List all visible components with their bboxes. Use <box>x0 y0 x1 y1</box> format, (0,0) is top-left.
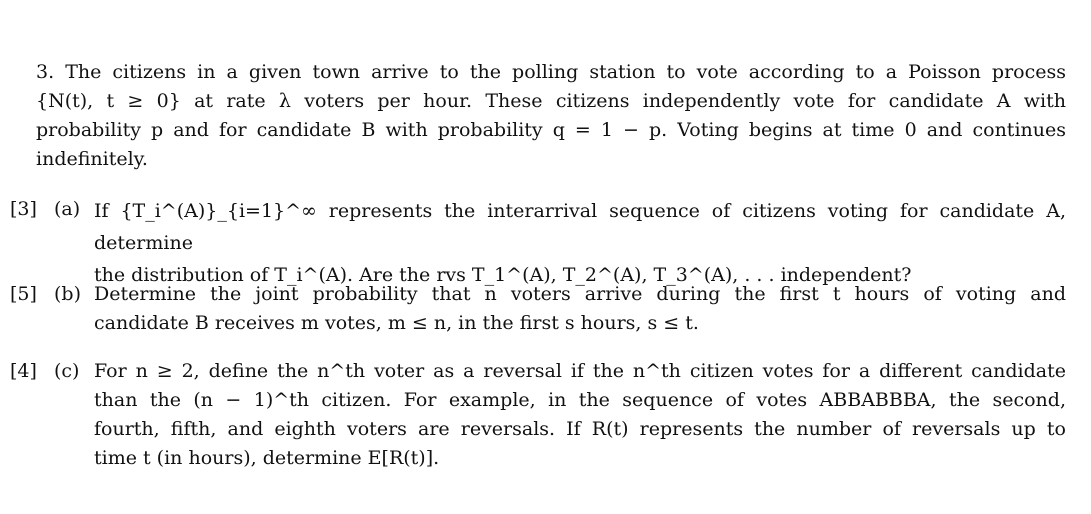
part-a <box>10 195 1066 286</box>
part-label: (c) <box>54 360 80 382</box>
intro-line: probability p and for candidate B with probability q = 1 − p. Voting begins at time 0 and continues <box>36 119 1066 141</box>
intro-line: {N(t), t ≥ 0} at rate λ voters per hour. These citizens independently vote for candidate A with <box>36 90 1066 112</box>
part-c <box>10 357 1066 477</box>
part-marks: [4] <box>10 360 37 382</box>
part-line: If {T_i^(A)}_{i=1}^∞ represents the interarrival sequence of citizens voting for candidate A, determine <box>94 200 1066 254</box>
question-intro <box>36 58 1066 174</box>
part-line: than the (n − 1)^th citizen. For example, in the sequence of votes ABBABBBA, the second, <box>94 389 1066 411</box>
part-line: Determine the joint probability that n voters arrive during the first t hours of voting and <box>94 283 1066 305</box>
part-body <box>94 195 1066 291</box>
part-body <box>94 357 1066 473</box>
part-b <box>10 280 1066 342</box>
intro-line: 3. The citizens in a given town arrive to the polling station to vote according to a Poisson process <box>36 61 1066 83</box>
part-body <box>94 280 1066 338</box>
part-line: fourth, fifth, and eighth voters are reversals. If R(t) represents the number of reversals up to <box>94 418 1066 440</box>
part-line: For n ≥ 2, define the n^th voter as a reversal if the n^th citizen votes for a different candidate <box>94 360 1066 382</box>
part-label: (a) <box>54 198 81 220</box>
part-marks: [5] <box>10 283 37 305</box>
intro-line: indefinitely. <box>36 148 148 170</box>
part-marks: [3] <box>10 198 37 220</box>
part-line: the distribution of T_i^(A). Are the rvs T_1^(A), T_2^(A), T_3^(A), . . . independent? <box>94 264 912 286</box>
part-line: time t (in hours), determine E[R(t)]. <box>94 447 440 469</box>
part-line: candidate B receives m votes, m ≤ n, in the first s hours, s ≤ t. <box>94 312 699 334</box>
part-label: (b) <box>54 283 81 305</box>
